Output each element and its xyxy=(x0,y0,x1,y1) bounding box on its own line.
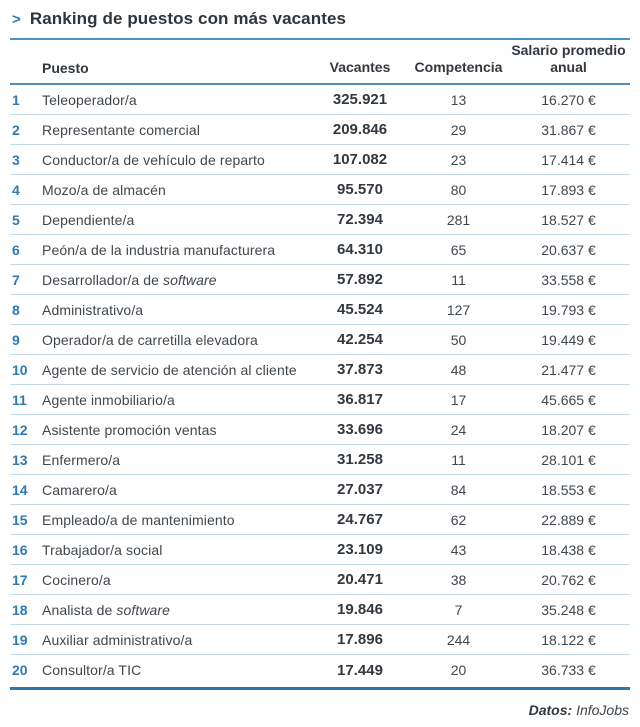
salario-cell: 21.477 € xyxy=(541,361,596,378)
salario-cell: 16.270 € xyxy=(541,91,596,108)
vacantes-cell: 33.696 xyxy=(337,421,383,438)
puesto-cell: Asistente promoción ventas xyxy=(42,421,217,438)
puesto-cell: Operador/a de carretilla elevadora xyxy=(42,331,258,348)
salario-cell: 18.438 € xyxy=(541,541,596,558)
puesto-cell: Agente de servicio de atención al cliente xyxy=(42,361,297,378)
footer-source-name: InfoJobs xyxy=(576,702,629,718)
vacantes-cell: 31.258 xyxy=(337,451,383,468)
vacantes-cell: 36.817 xyxy=(337,391,383,408)
puesto-cell: Desarrollador/a de software xyxy=(42,271,217,288)
table-row xyxy=(10,85,630,115)
vacantes-cell: 209.846 xyxy=(332,121,388,138)
competencia-cell: 11 xyxy=(451,271,466,288)
table-row xyxy=(10,175,630,205)
puesto-cell: Agente inmobiliario/a xyxy=(42,391,175,408)
table-body xyxy=(10,85,630,685)
salario-cell: 19.793 € xyxy=(541,301,596,318)
vacantes-cell: 64.310 xyxy=(337,241,383,258)
bottom-rule xyxy=(10,687,630,690)
table-row xyxy=(10,415,630,445)
salario-cell: 17.893 € xyxy=(541,181,596,198)
vacantes-cell: 42.254 xyxy=(337,331,383,348)
puesto-cell: Dependiente/a xyxy=(42,211,135,228)
puesto-cell: Empleado/a de mantenimiento xyxy=(42,511,235,528)
salario-cell: 31.867 € xyxy=(541,121,596,138)
table-row xyxy=(10,145,630,175)
puesto-cell: Auxiliar administrativo/a xyxy=(42,631,193,648)
rank-cell: 16 xyxy=(12,541,28,558)
salario-cell: 18.553 € xyxy=(541,481,596,498)
puesto-cell: Camarero/a xyxy=(42,481,117,498)
column-header-vacantes: Vacantes xyxy=(329,59,391,75)
competencia-cell: 65 xyxy=(450,241,467,258)
rank-cell: 7 xyxy=(12,271,20,288)
page-title: Ranking de puestos con más vacantes xyxy=(29,9,347,28)
column-header-salario: Salario promedio anual xyxy=(511,42,626,75)
vacantes-cell: 20.471 xyxy=(337,571,383,588)
table-row xyxy=(10,325,630,355)
puesto-cell: Peón/a de la industria manufacturera xyxy=(42,241,276,258)
table-row xyxy=(10,625,630,655)
table-row xyxy=(10,565,630,595)
table-row xyxy=(10,505,630,535)
vacantes-cell: 72.394 xyxy=(337,211,383,228)
rank-cell: 9 xyxy=(12,331,20,348)
puesto-cell: Administrativo/a xyxy=(42,301,144,318)
table-row xyxy=(10,475,630,505)
competencia-cell: 48 xyxy=(450,361,467,378)
table-row xyxy=(10,295,630,325)
competencia-cell: 24 xyxy=(450,421,467,438)
rank-cell: 15 xyxy=(12,511,28,528)
salario-cell: 20.637 € xyxy=(541,241,596,258)
vacantes-cell: 23.109 xyxy=(337,541,383,558)
column-header-puesto: Puesto xyxy=(42,60,89,76)
competencia-cell: 62 xyxy=(450,511,467,528)
competencia-cell: 43 xyxy=(450,541,467,558)
rank-cell: 20 xyxy=(12,662,28,678)
rank-cell: 4 xyxy=(12,181,20,198)
vacantes-cell: 17.896 xyxy=(337,631,383,648)
rank-cell: 8 xyxy=(12,301,20,318)
rank-cell: 19 xyxy=(12,631,28,648)
salario-cell: 45.665 € xyxy=(541,391,596,408)
puesto-cell: Enfermero/a xyxy=(42,451,121,468)
competencia-cell: 50 xyxy=(450,331,467,348)
table-row xyxy=(10,235,630,265)
salario-cell: 18.122 € xyxy=(541,631,596,648)
competencia-cell: 11 xyxy=(451,451,466,468)
salario-cell: 20.762 € xyxy=(541,571,596,588)
rank-cell: 5 xyxy=(12,211,20,228)
competencia-cell: 13 xyxy=(450,91,467,108)
vacantes-cell: 57.892 xyxy=(337,271,383,288)
footer xyxy=(10,702,630,718)
chevron-right-icon: > xyxy=(12,11,21,28)
rank-cell: 1 xyxy=(12,91,20,108)
rank-cell: 6 xyxy=(12,241,20,258)
vacantes-cell: 325.921 xyxy=(332,91,388,108)
salario-cell: 18.207 € xyxy=(541,421,596,438)
table-row xyxy=(10,355,630,385)
salario-cell: 33.558 € xyxy=(541,271,596,288)
table-row xyxy=(10,445,630,475)
vacantes-cell: 24.767 xyxy=(337,511,383,528)
table-row xyxy=(10,535,630,565)
salario-cell: 17.414 € xyxy=(541,151,596,168)
rank-cell: 13 xyxy=(12,451,28,468)
vacantes-cell: 37.873 xyxy=(337,361,383,378)
salario-cell: 36.733 € xyxy=(541,662,596,678)
competencia-cell: 281 xyxy=(446,211,471,228)
table-row xyxy=(10,595,630,625)
rank-cell: 2 xyxy=(12,121,20,138)
puesto-cell: Trabajador/a social xyxy=(42,541,163,558)
vacantes-cell: 95.570 xyxy=(337,181,383,198)
salario-cell: 35.248 € xyxy=(541,601,596,618)
salario-cell: 18.527 € xyxy=(541,211,596,228)
puesto-cell: Analista de software xyxy=(42,601,171,618)
rank-cell: 11 xyxy=(12,391,27,408)
rank-cell: 10 xyxy=(12,361,28,378)
salario-cell: 19.449 € xyxy=(541,331,596,348)
rank-cell: 18 xyxy=(12,601,28,618)
salario-cell: 22.889 € xyxy=(541,511,596,528)
competencia-cell: 29 xyxy=(450,121,467,138)
vacantes-cell: 27.037 xyxy=(337,481,383,498)
rank-cell: 14 xyxy=(12,481,28,498)
puesto-cell: Representante comercial xyxy=(42,121,200,138)
rank-cell: 3 xyxy=(12,151,20,168)
competencia-cell: 127 xyxy=(446,301,471,318)
rank-cell: 17 xyxy=(12,571,28,588)
competencia-cell: 80 xyxy=(450,181,467,198)
table-header-row xyxy=(10,40,630,85)
page-title-row xyxy=(10,9,630,29)
rank-cell: 12 xyxy=(12,421,28,438)
puesto-cell: Mozo/a de almacén xyxy=(42,181,166,198)
footer-label: Datos: xyxy=(528,702,573,718)
competencia-cell: 23 xyxy=(450,151,467,168)
vacantes-cell: 19.846 xyxy=(337,601,383,618)
salario-cell: 28.101 € xyxy=(541,451,596,468)
table-row xyxy=(10,205,630,235)
column-header-competencia: Competencia xyxy=(414,59,503,75)
vacantes-cell: 45.524 xyxy=(337,301,383,318)
puesto-cell: Cocinero/a xyxy=(42,571,111,588)
puesto-cell: Teleoperador/a xyxy=(42,91,137,108)
table-row xyxy=(10,115,630,145)
vacantes-cell: 107.082 xyxy=(332,151,388,168)
puesto-cell: Conductor/a de vehículo de reparto xyxy=(42,151,265,168)
table-row xyxy=(10,655,630,685)
competencia-cell: 7 xyxy=(454,601,463,618)
competencia-cell: 17 xyxy=(450,391,467,408)
vacantes-cell: 17.449 xyxy=(337,661,383,679)
puesto-cell: Consultor/a TIC xyxy=(42,662,142,678)
competencia-cell: 244 xyxy=(446,631,471,648)
table-row xyxy=(10,385,630,415)
competencia-cell: 38 xyxy=(450,571,467,588)
table-row xyxy=(10,265,630,295)
competencia-cell: 20 xyxy=(450,662,467,678)
competencia-cell: 84 xyxy=(450,481,467,498)
